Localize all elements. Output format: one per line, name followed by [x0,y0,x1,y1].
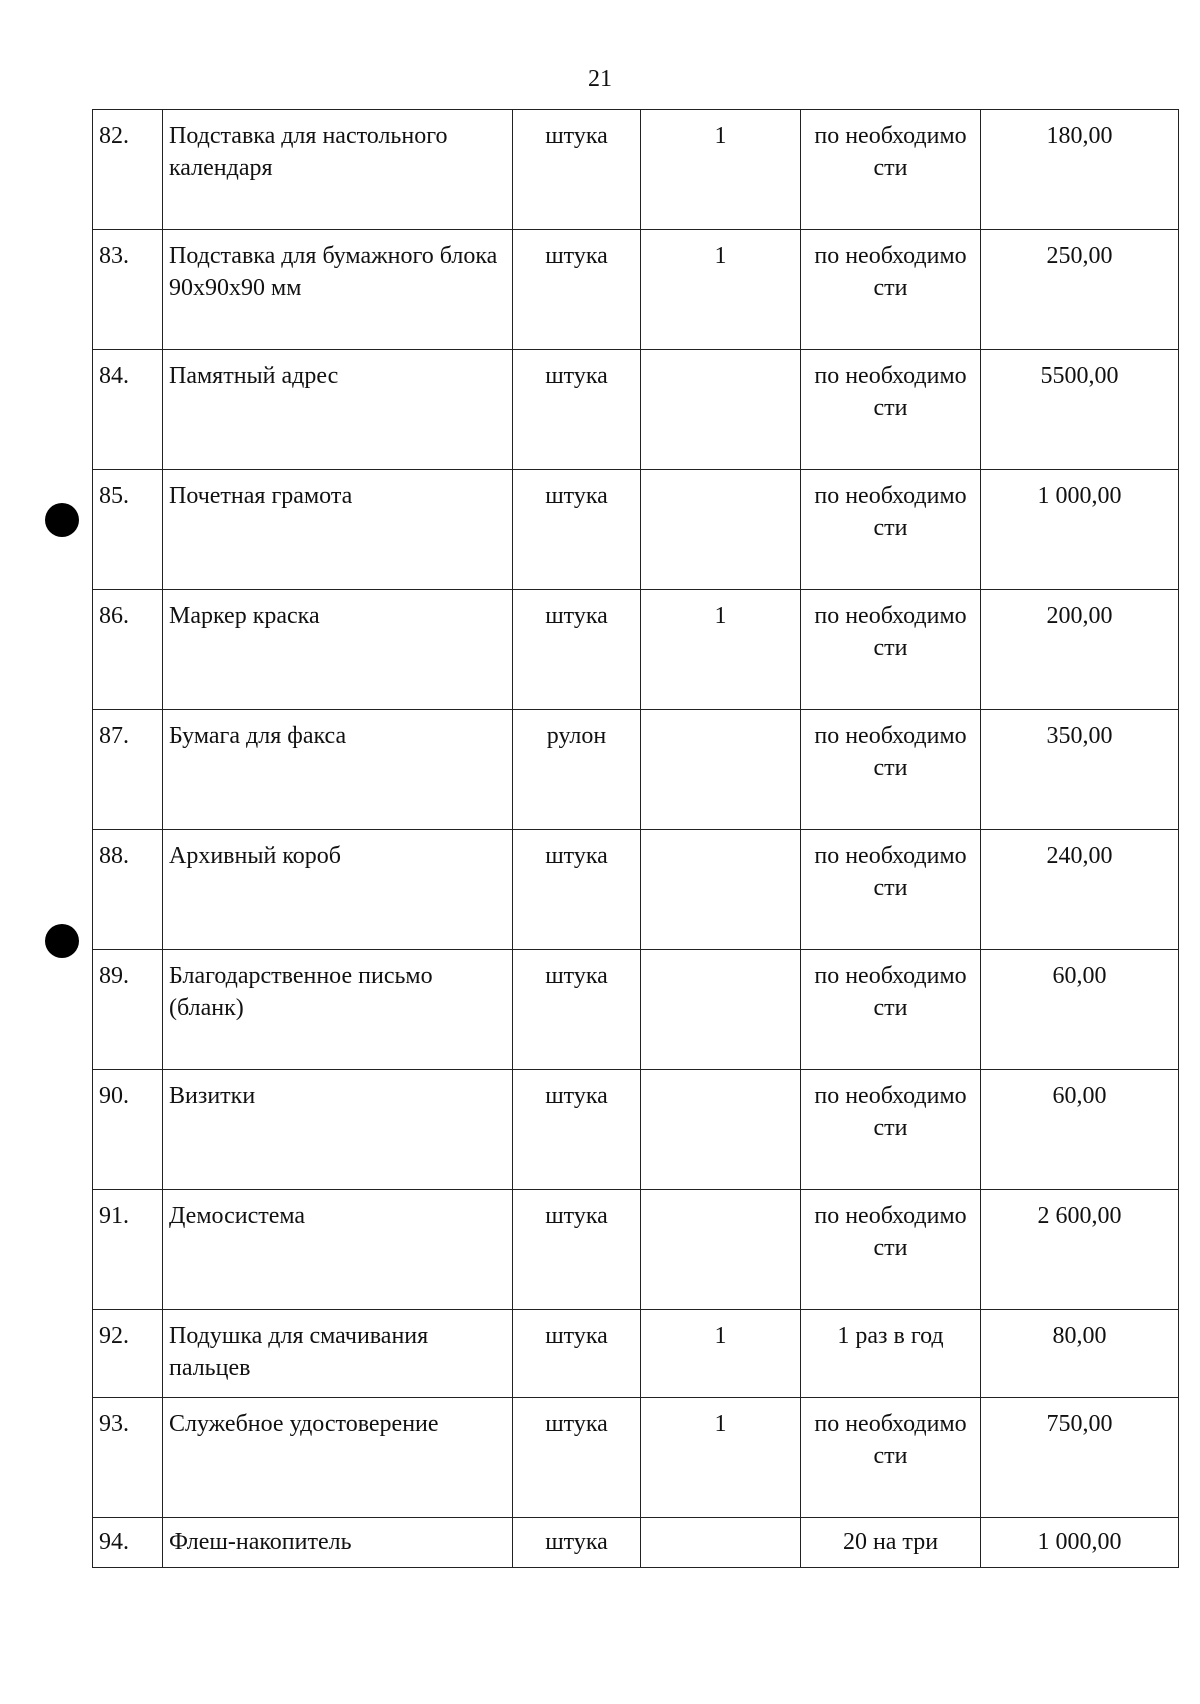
item-frequency: по необходимости [814,1203,967,1261]
item-frequency-cell [801,830,981,950]
table-row [93,1398,1179,1518]
item-unit: штука [513,1070,641,1190]
item-unit: штука [513,1310,641,1398]
item-price: 250,00 [981,230,1179,350]
item-frequency-cell [801,710,981,830]
item-quantity [641,1518,801,1568]
item-frequency: по необходимости [814,483,967,541]
item-price: 1 000,00 [981,1518,1179,1568]
item-frequency-cell [801,590,981,710]
item-name: Архивный короб [163,830,513,950]
item-frequency-cell [801,470,981,590]
item-unit: штука [513,470,641,590]
item-frequency-cell [801,1070,981,1190]
item-quantity: 1 [641,230,801,350]
item-unit: штука [513,1518,641,1568]
item-frequency-cell [801,230,981,350]
row-number: 91. [93,1190,163,1310]
item-price: 5500,00 [981,350,1179,470]
item-quantity [641,1190,801,1310]
item-frequency: по необходимости [814,843,967,901]
item-price: 1 000,00 [981,470,1179,590]
item-name: Демосистема [163,1190,513,1310]
item-price: 60,00 [981,950,1179,1070]
table-row [93,1310,1179,1398]
table-row [93,590,1179,710]
row-number: 85. [93,470,163,590]
item-frequency-cell [801,350,981,470]
item-frequency: 20 на три [842,1529,939,1555]
item-name: Памятный адрес [163,350,513,470]
table-row [93,110,1179,230]
item-quantity: 1 [641,1398,801,1518]
item-name: Флеш-накопитель [163,1518,513,1568]
table-row [93,350,1179,470]
item-frequency: 1 раз в год [837,1323,944,1349]
item-name: Благодарственное письмо (бланк) [163,950,513,1070]
table-row [93,950,1179,1070]
row-number: 87. [93,710,163,830]
item-price: 350,00 [981,710,1179,830]
table-row [93,1190,1179,1310]
supply-table [92,109,1179,1568]
row-number: 94. [93,1518,163,1568]
row-number: 88. [93,830,163,950]
row-number: 90. [93,1070,163,1190]
item-quantity [641,710,801,830]
item-frequency: по необходимости [814,723,967,781]
page-number: 21 [588,66,612,92]
item-price: 80,00 [981,1310,1179,1398]
item-frequency: по необходимости [814,603,967,661]
item-frequency: по необходимости [814,1411,967,1469]
item-name: Подставка для настольного календаря [163,110,513,230]
item-quantity: 1 [641,110,801,230]
item-frequency-cell [801,1398,981,1518]
item-quantity [641,1070,801,1190]
item-price: 2 600,00 [981,1190,1179,1310]
item-unit: штука [513,1398,641,1518]
item-frequency: по необходимости [814,963,967,1021]
row-number: 92. [93,1310,163,1398]
item-quantity [641,830,801,950]
item-unit: штука [513,230,641,350]
item-name: Маркер краска [163,590,513,710]
item-unit: штука [513,950,641,1070]
item-name: Визитки [163,1070,513,1190]
item-frequency-cell [801,1190,981,1310]
table-row [93,470,1179,590]
item-frequency-cell [801,950,981,1070]
row-number: 83. [93,230,163,350]
item-frequency: по необходимости [814,363,967,421]
item-frequency-cell [801,1310,981,1398]
table-row [93,230,1179,350]
item-quantity [641,350,801,470]
item-frequency: по необходимости [814,1083,967,1141]
row-number: 93. [93,1398,163,1518]
item-frequency: по необходимости [814,243,967,301]
item-unit: штука [513,1190,641,1310]
item-quantity: 1 [641,590,801,710]
item-unit: штука [513,830,641,950]
item-name: Служебное удостоверение [163,1398,513,1518]
item-unit: штука [513,110,641,230]
binder-hole [45,924,79,958]
item-name: Подставка для бумажного блока 90х90х90 мм [163,230,513,350]
row-number: 86. [93,590,163,710]
item-quantity [641,950,801,1070]
table-row [93,1518,1179,1568]
item-unit: штука [513,590,641,710]
row-number: 82. [93,110,163,230]
item-price: 180,00 [981,110,1179,230]
item-unit: штука [513,350,641,470]
item-name: Бумага для факса [163,710,513,830]
item-quantity [641,470,801,590]
table-row [93,830,1179,950]
item-quantity: 1 [641,1310,801,1398]
item-price: 750,00 [981,1398,1179,1518]
item-name: Подушка для смачивания пальцев [163,1310,513,1398]
row-number: 89. [93,950,163,1070]
table-row [93,710,1179,830]
item-name: Почетная грамота [163,470,513,590]
item-price: 60,00 [981,1070,1179,1190]
item-frequency: по необходимости [814,123,967,181]
item-frequency-cell [801,110,981,230]
item-price: 240,00 [981,830,1179,950]
table-row [93,1070,1179,1190]
item-frequency-cell [801,1518,981,1568]
item-unit: рулон [513,710,641,830]
binder-hole [45,503,79,537]
row-number: 84. [93,350,163,470]
item-price: 200,00 [981,590,1179,710]
